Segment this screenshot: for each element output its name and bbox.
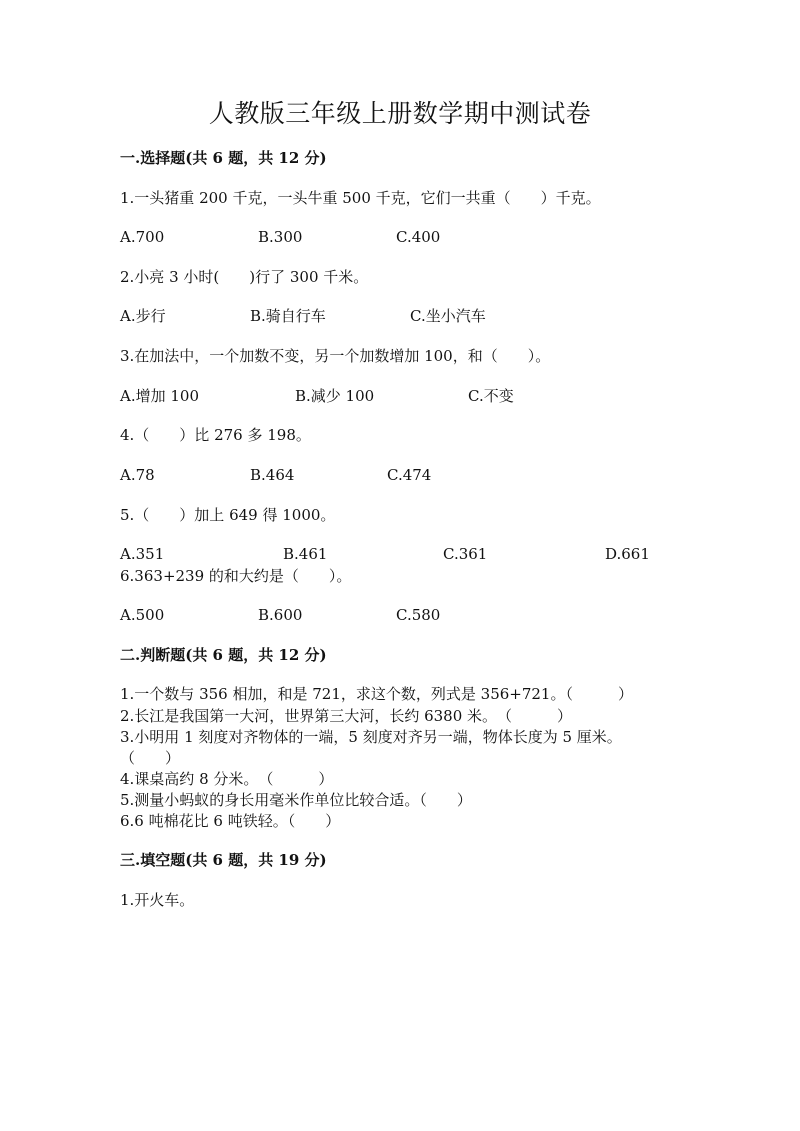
section-heading-fill: 三.填空题(共 6 题，共 19 分)	[120, 851, 327, 869]
section-heading-choice: 一.选择题(共 6 题，共 12 分)	[120, 149, 327, 167]
judgement-6: 6.6 吨棉花比 6 吨铁轻。（ ）	[120, 812, 341, 830]
judgement-4: 4.课桌高约 8 分米。 （ ）	[120, 770, 334, 788]
q5-option-a: A.351	[120, 545, 165, 563]
q4-option-a: A.78	[120, 466, 155, 484]
q1-option-a: A.700	[120, 228, 165, 246]
page-title: 人教版三年级上册数学期中测试卷	[208, 99, 592, 128]
question-6: 6.363+239 的和大约是（ ）。	[120, 567, 352, 585]
judgement-3: 3.小明用 1 刻度对齐物体的一端，5 刻度对齐另一端，物体长度为 5 厘米。	[120, 728, 622, 746]
q4-option-b: B.464	[250, 466, 295, 484]
fill-1: 1.开火车。	[120, 891, 195, 909]
question-3: 3.在加法中，一个加数不变，另一个加数增加 100，和（ ）。	[120, 347, 551, 365]
q6-option-b: B.600	[258, 606, 303, 624]
q6-option-a: A.500	[120, 606, 165, 624]
question-2: 2.小亮 3 小时( )行了 300 千米。	[120, 268, 369, 286]
q5-option-d: D.661	[605, 545, 650, 563]
section-heading-judgement: 二.判断题(共 6 题，共 12 分)	[120, 646, 327, 664]
judgement-1: 1.一个数与 356 相加，和是 721，求这个数，列式是 356+721。（ ）	[120, 685, 633, 703]
q4-option-c: C.474	[387, 466, 432, 484]
q5-option-b: B.461	[283, 545, 328, 563]
q2-option-c: C.坐小汽车	[410, 307, 486, 325]
judgement-3-bracket: （ ）	[120, 749, 181, 767]
q5-option-c: C.361	[443, 545, 488, 563]
q2-option-a: A.步行	[120, 307, 166, 325]
question-1: 1.一头猪重 200 千克，一头牛重 500 千克，它们一共重（ ）千克。	[120, 189, 601, 207]
q2-option-b: B.骑自行车	[250, 307, 326, 325]
q3-option-a: A.增加 100	[120, 387, 199, 405]
judgement-2: 2.长江是我国第一大河，世界第三大河，长约 6380 米。 （ ）	[120, 707, 573, 725]
q1-option-c: C.400	[396, 228, 441, 246]
q1-option-b: B.300	[258, 228, 303, 246]
judgement-5: 5.测量小蚂蚁的身长用毫米作单位比较合适。（ ）	[120, 791, 472, 809]
question-4: 4.（ ）比 276 多 198。	[120, 426, 311, 444]
q6-option-c: C.580	[396, 606, 441, 624]
question-5: 5.（ ）加上 649 得 1000。	[120, 506, 336, 524]
q3-option-b: B.减少 100	[295, 387, 375, 405]
q3-option-c: C.不变	[468, 387, 514, 405]
